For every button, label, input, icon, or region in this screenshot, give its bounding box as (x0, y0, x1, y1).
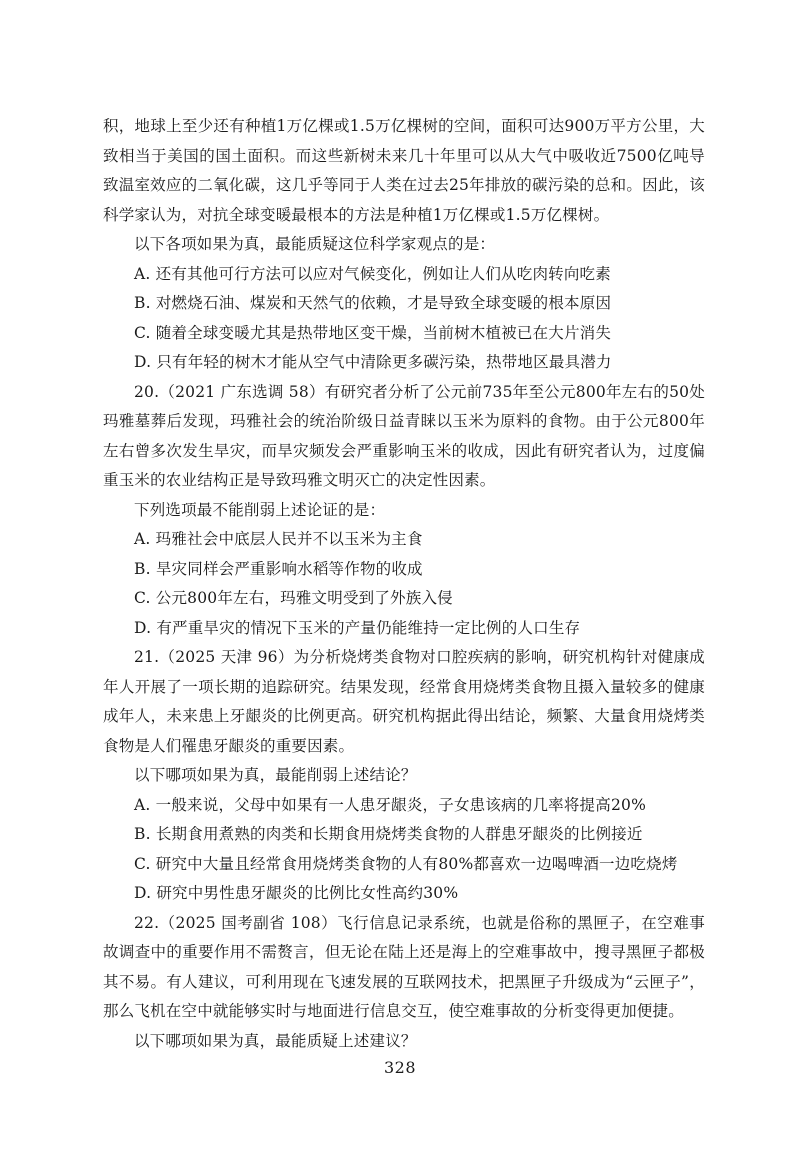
question-21-option-d: D. 研究中男性患牙龈炎的比例比女性高约30% (134, 884, 459, 902)
question-20-prompt: 下列选项最不能削弱上述论证的是： (134, 500, 386, 519)
question-21-option-c: C. 研究中大量且经常食用烧烤类食物的人有80%都喜欢一边喝啤酒一边吃烧烤 (134, 854, 678, 873)
question-21-option-b: B. 长期食用煮熟的肉类和长期食用烧烤类食物的人群患牙龈炎的比例接近 (134, 825, 643, 843)
question-21-option-a: A. 一般来说，父母中如果有一人患牙龈炎，子女患该病的几率将提高20% (134, 795, 647, 814)
passage-continuation: 积，地球上至少还有种植1万亿棵或1.5万亿棵树的空间，面积可达900万平方公里，大致相当于美国的国土面积。而这些新树未来几十年里可以从大气中吸收近7500亿吨导致温室效应的二氧化碳，这几乎等同于人类在过去25年排放的碳污染的总和。因此，该科学家认为，对抗全球变暖最根本的方法是种植1万亿棵或1.5万亿棵树。 (103, 117, 705, 224)
question-20-stem: 20.（2021 广东选调 58）有研究者分析了公元前735年至公元800年左右的50处玛雅墓葬后发现，玛雅社会的统治阶级日益青睐以玉米为原料的食物。由于公元800年左右曾多次发生旱灾，而旱灾频发会严重影响玉米的收成，因此有研究者认为，过度偏重玉米的农业结构正是导致玛雅文明灭亡的决定性因素。 (103, 382, 705, 489)
question-22-prompt: 以下哪项如果为真，最能质疑上述建议？ (134, 1031, 417, 1050)
question-19-option-c: C. 随着全球变暖尤其是热带地区变干燥，当前树木植被已在大片消失 (134, 323, 612, 342)
question-20-option-c: C. 公元800年左右，玛雅文明受到了外族入侵 (134, 589, 453, 607)
question-22-stem: 22.（2025 国考副省 108）飞行信息记录系统，也就是俗称的黑匣子，在空难事故调查中的重要作用不需赘言，但无论在陆上还是海上的空难事故中，搜寻黑匣子都极其不易。有人建议，可利用现在飞速发展的互联网技术，把黑匣子升级成为“云匣子”，那么飞机在空中就能够实时与地面进行信息交互，使空难事故的分析变得更加便捷。 (103, 913, 705, 1020)
question-19-option-a: A. 还有其他可行方法可以应对气候变化，例如让人们从吃肉转向吃素 (134, 264, 611, 283)
question-19-option-b: B. 对燃烧石油、煤炭和天然气的依赖，才是导致全球变暖的根本原因 (134, 294, 612, 312)
question-20-option-b: B. 旱灾同样会严重影响水稻等作物的收成 (134, 559, 423, 578)
question-20-option-a: A. 玛雅社会中底层人民并不以玉米为主食 (134, 530, 423, 548)
question-20-option-d: D. 有严重旱灾的情况下玉米的产量仍能维持一定比例的人口生存 (134, 618, 581, 637)
question-21-stem: 21.（2025 天津 96）为分析烧烤类食物对口腔疾病的影响，研究机构针对健康成年人开展了一项长期的追踪研究。结果发现，经常食用烧烤类食物且摄入量较多的健康成年人，未来患上牙龈炎的比例更高。研究机构据此得出结论，频繁、大量食用烧烤类食物是人们罹患牙龈炎的重要因素。 (103, 648, 705, 755)
page-number: 328 (383, 1058, 417, 1077)
question-21-prompt: 以下哪项如果为真，最能削弱上述结论？ (134, 766, 417, 784)
question-19-option-d: D. 只有年轻的树木才能从空气中清除更多碳污染，热带地区最具潜力 (134, 353, 612, 371)
question-19-prompt: 以下各项如果为真，最能质疑这位科学家观点的是： (134, 235, 496, 253)
page-body (103, 112, 705, 1056)
